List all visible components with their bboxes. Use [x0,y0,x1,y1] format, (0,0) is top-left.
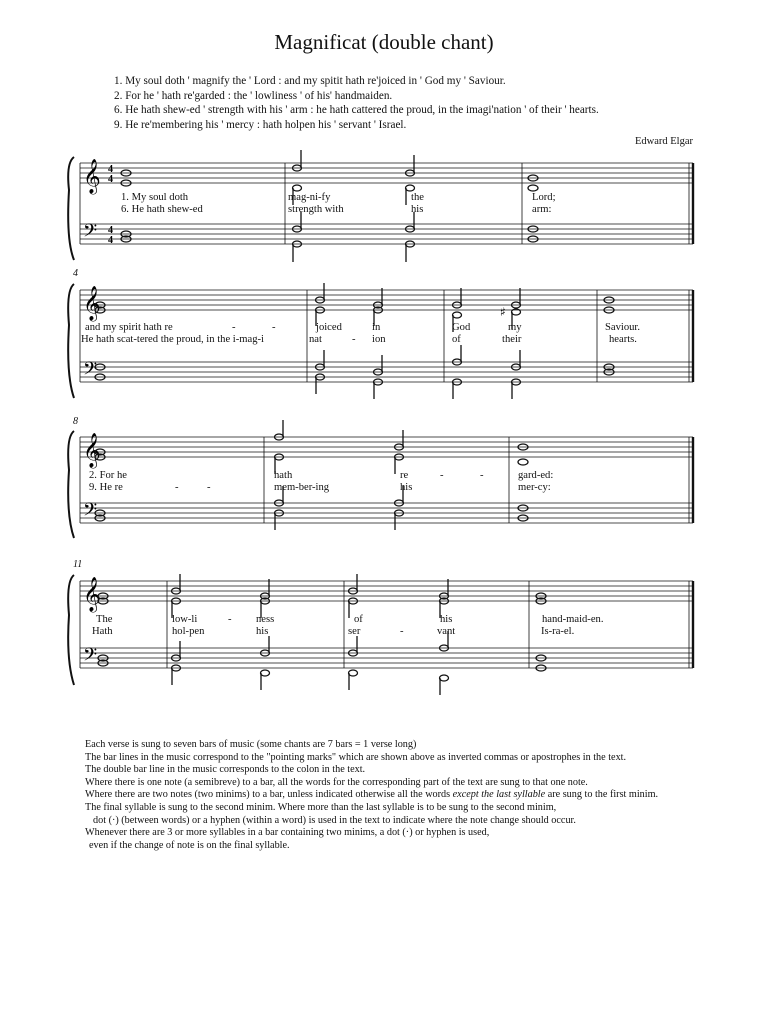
composer: Edward Elgar [634,136,693,147]
svg-text:♯: ♯ [500,305,506,319]
verse-line: 1. My soul doth ' magnify the ' Lord : and my spitit hath re'joiced in ' God my ' Saviour. [114,75,506,87]
svg-text:𝄞: 𝄞 [83,433,101,468]
svg-text:4: 4 [108,174,113,185]
lyric: my [508,322,522,333]
lyric: gard-ed: [518,470,554,481]
note-line: Each verse is sung to seven bars of music (some chants are 7 bars = 1 verse long) [85,739,417,750]
lyric: 1. My soul doth [121,192,189,203]
lyric: Hath [92,626,113,637]
lyric: their [502,334,522,345]
lyric: Lord; [532,192,556,203]
svg-text:𝄢: 𝄢 [83,500,98,525]
lyric: his [411,204,424,215]
svg-text:4: 4 [108,225,113,236]
lyric: The [96,614,113,625]
verse-line: 6. He hath shew-ed ' strength with his ' arm : he hath cattered the proud, in the imagi'nation ' of their ' hearts. [114,104,599,117]
lyric: mag-ni-fy [288,192,331,203]
lyric: Is-ra-el. [541,626,575,637]
explanatory-notes [85,739,658,852]
lyric: hand-maid-en. [542,614,604,625]
note-line: Where there is one note (a semibreve) to a bar, all the words for the corresponding part of the text are sung to that one note. [85,776,588,788]
verse-list [114,74,599,132]
lyric: - [440,470,444,481]
note-line: The bar lines in the music correspond to the "pointing marks" which are shown above as inverted commas or apostrophes in the text. [85,751,627,763]
lyric: and my spirit hath re [85,322,173,333]
lyric: - [228,614,232,625]
lyric: - [232,322,236,333]
verse-line: 9. He re'membering his ' mercy : hath holpen his ' servant ' Israel. [114,118,407,131]
lyric: 6. He hath shew-ed [121,204,203,215]
lyric: - [352,334,356,345]
svg-text:𝄞: 𝄞 [83,286,101,321]
note-emphasis: except the last syllable [452,789,546,801]
svg-text:4: 4 [108,235,113,246]
lyric: re [400,470,409,481]
note-line: The final syllable is sung to the second minim. Where more than the last syllable is to be sung to the second minim, [85,801,557,813]
lyric: mer-cy: [518,482,551,493]
lyric: of [354,614,363,625]
lyric: his [256,626,269,637]
lyric: 2. For he [89,470,127,481]
lyric: God [452,322,471,333]
lyric: of [452,334,461,345]
lyric: the [411,192,424,203]
lyric: - [400,626,404,637]
svg-text:4: 4 [108,164,113,175]
note-text: Where there are two notes (two minims) to a bar, unless indicated otherwise all the words [85,789,451,801]
lyric: ion [372,334,386,345]
note-line: dot (·) (between words) or a hyphen (within a word) is used in the text to indicate where the note change should occur. [93,814,576,826]
lyric: hol-pen [172,626,205,637]
verse-line: 2. For he ' hath re'garded : the ' lowliness ' of his' handmaiden. [114,89,393,102]
note-line: The double bar line in the music corresponds to the colon in the text. [85,764,366,776]
lyric: - [175,482,179,493]
lyric: arm: [532,204,552,215]
lyric: his [440,614,453,625]
lyric: nat [309,334,322,345]
lyric: vant [437,626,456,637]
note-text: are sung to the first minim. [547,789,659,801]
measure-number: 11 [73,559,83,570]
svg-text:𝄢: 𝄢 [83,221,98,246]
lyric: strength with [288,204,344,215]
lyric: 9. He re [89,482,123,493]
svg-text:𝄢: 𝄢 [83,359,98,384]
lyric: mem-ber-ing [274,482,330,493]
svg-text:𝄢: 𝄢 [83,645,98,670]
page-title: Magnificat (double chant) [274,30,494,54]
lyric: - [480,470,484,481]
lyric: Saviour. [605,322,641,333]
svg-text:𝄞: 𝄞 [83,159,101,194]
note-line [85,789,658,802]
note-line: Whenever there are 3 or more syllables in a bar containing two minims, a dot (·) or hyphen is used, [85,827,490,839]
lyric: in [372,322,381,333]
lyric: ness [256,614,275,625]
lyric: hath [274,470,293,481]
measure-number: 8 [73,416,78,427]
lyric: his [400,482,413,493]
svg-text:𝄞: 𝄞 [83,577,101,612]
lyric: He hath scat-tered the proud, in the i-mag-i [81,334,264,345]
note-line: even if the change of note is on the final syllable. [89,839,290,851]
lyric: - [272,322,276,333]
measure-number: 4 [73,268,78,279]
lyric: hearts. [609,334,637,345]
lyric: low-li [172,614,198,625]
lyric: - [207,482,211,493]
lyric: joiced [316,322,342,333]
lyric: ser [348,626,361,637]
